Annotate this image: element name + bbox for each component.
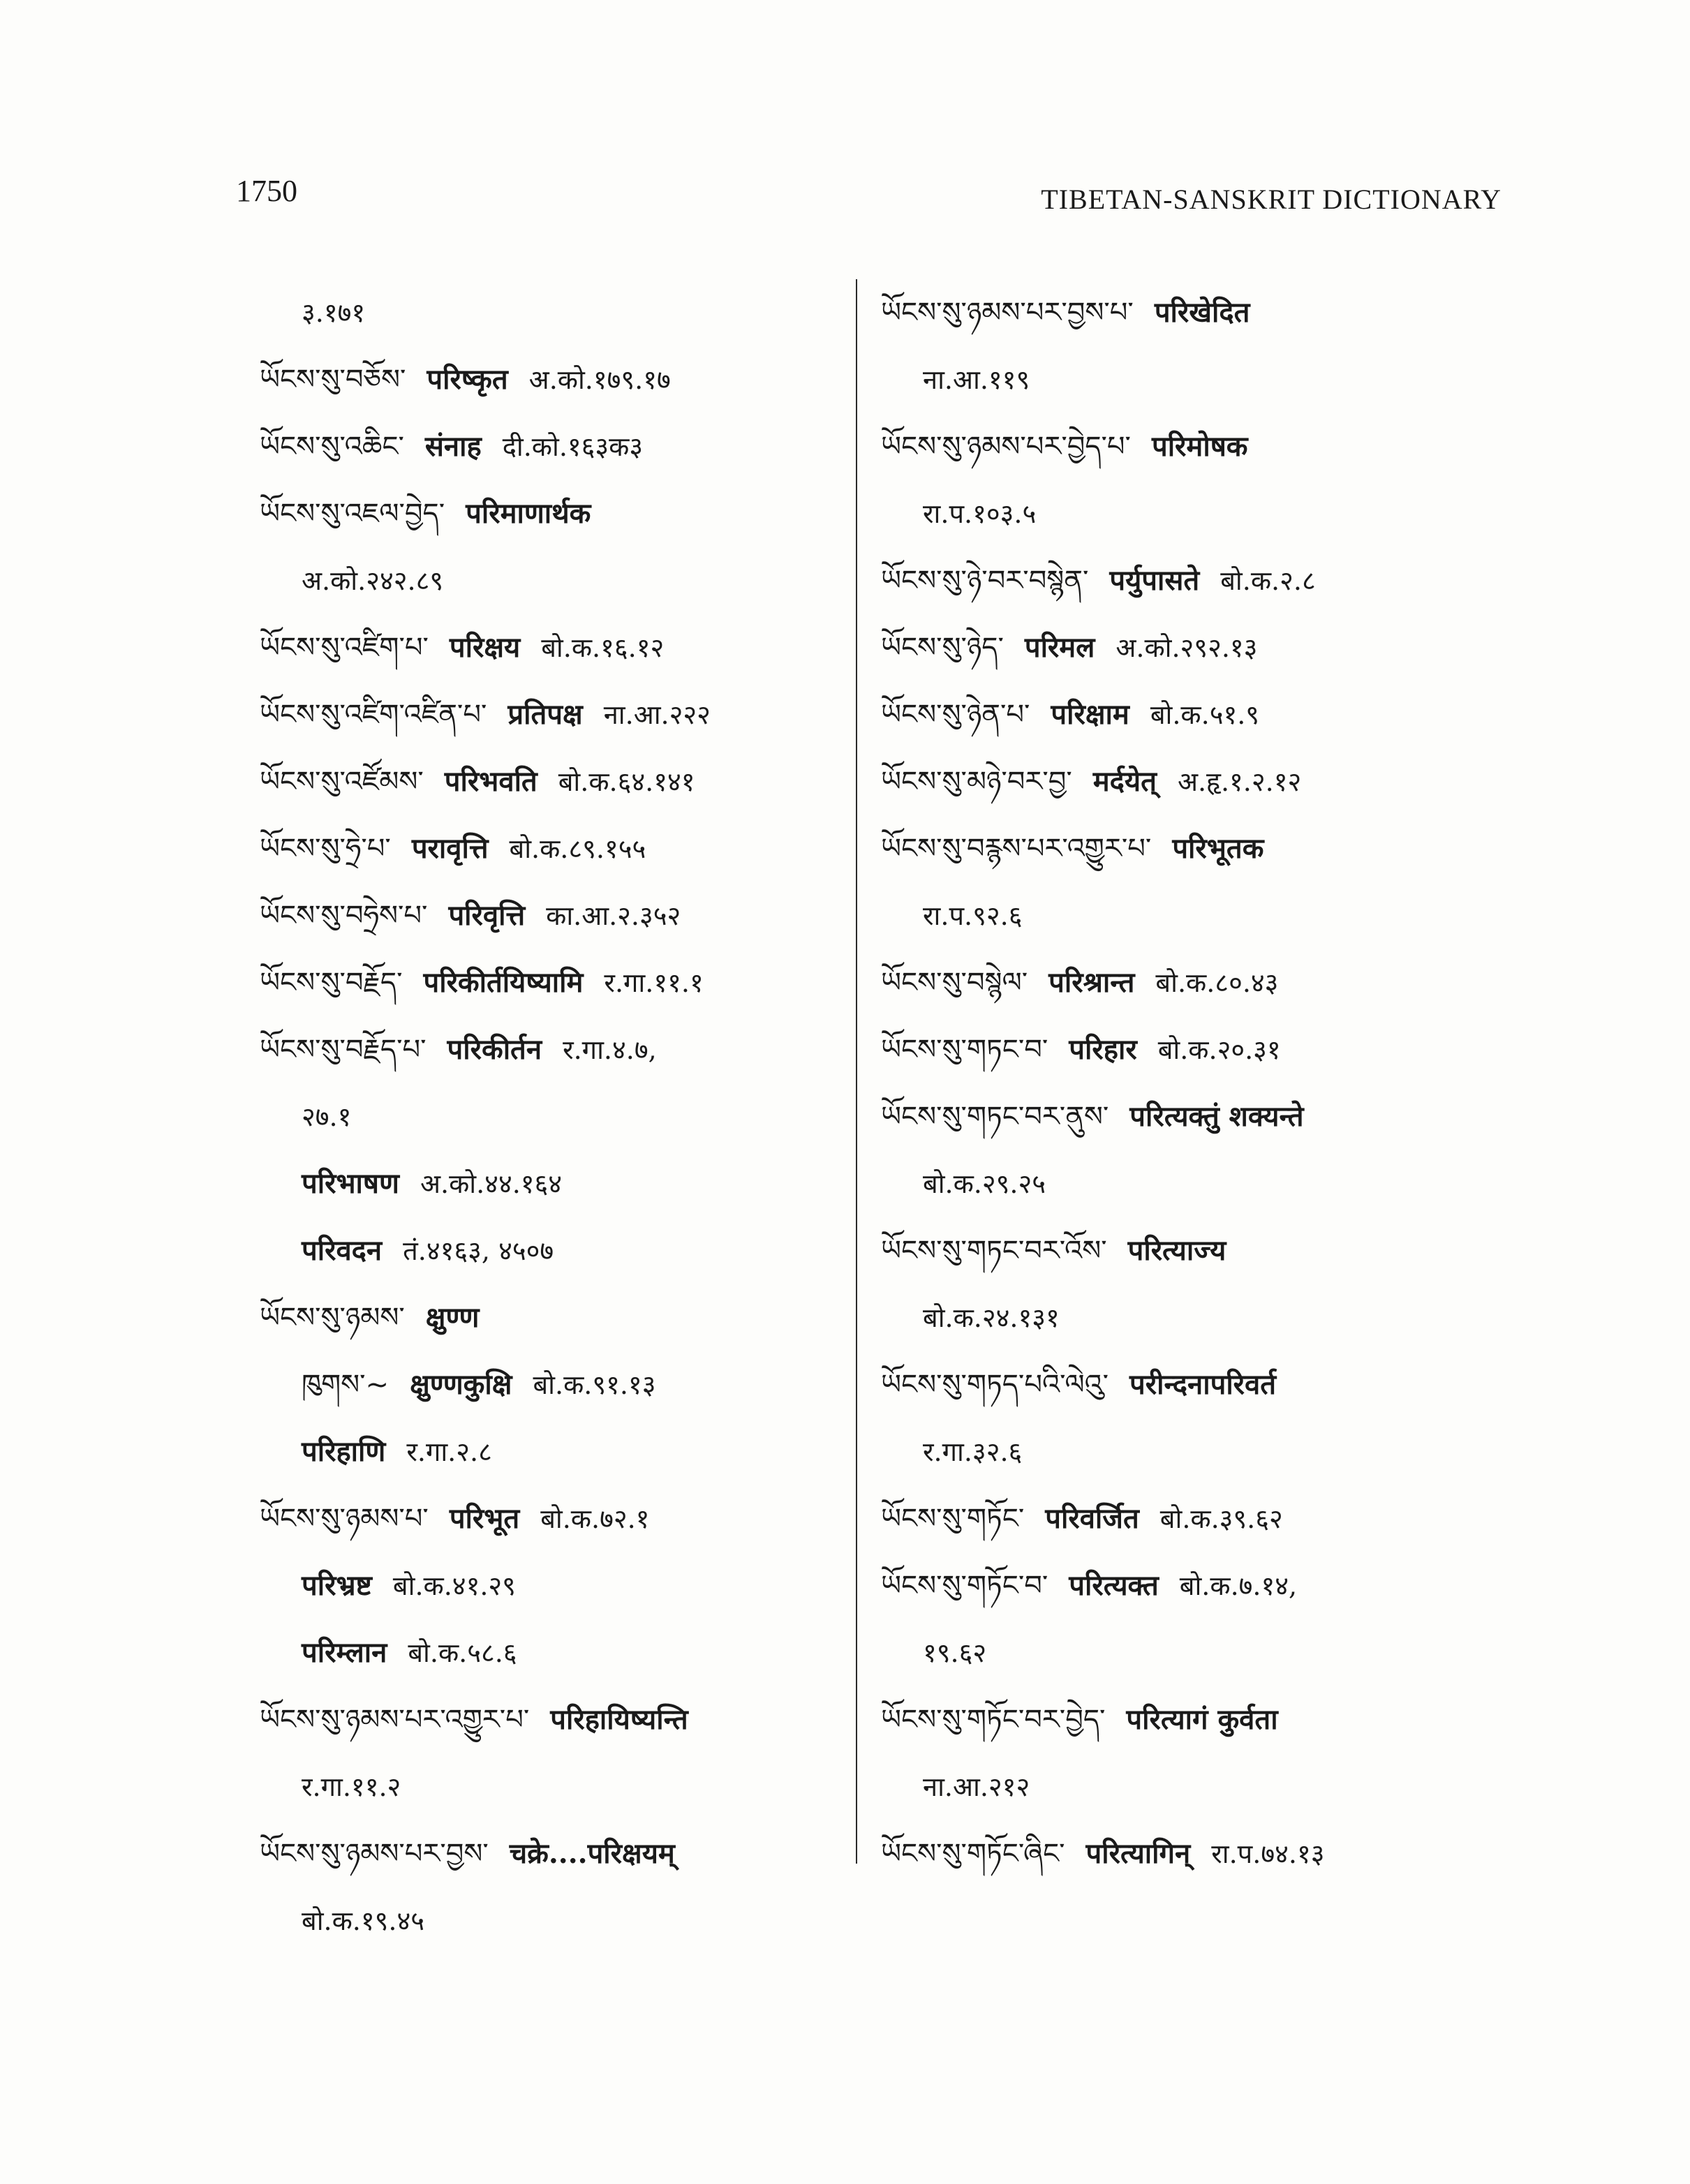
tibetan-headword: ཡོངས་སུ་གཏོང་ཞིང་ [881, 1838, 1065, 1870]
source-reference: र.गा.११.२ [302, 1771, 401, 1802]
dictionary-entry-line [881, 346, 1481, 413]
dictionary-entry-line [260, 949, 846, 1016]
dictionary-entry-line [881, 748, 1481, 815]
sanskrit-equivalent: परिवृत्ति [448, 899, 526, 932]
dictionary-entry-line [260, 1552, 846, 1619]
sanskrit-equivalent: परिवदन [302, 1234, 383, 1267]
sanskrit-equivalent: संनाह [424, 430, 482, 463]
tibetan-headword: ཡོངས་སུ་བརྗོད་ [260, 967, 403, 999]
tibetan-headword: ཡོངས་སུ་གཏོང་བར་བྱེད་ [881, 1704, 1106, 1736]
source-reference: अ.को.४४.१६४ [420, 1168, 563, 1199]
dictionary-entry-line [260, 614, 846, 681]
tibetan-headword: ཡོངས་སུ་གཏང་བ་ [881, 1034, 1048, 1066]
source-reference: अ.को.२९२.१३ [1115, 632, 1258, 663]
sanskrit-equivalent: परित्यागं कुर्वता [1126, 1703, 1278, 1736]
dictionary-entry-line [881, 1552, 1481, 1619]
sanskrit-equivalent: परिभ्रष्ट [302, 1569, 372, 1602]
tibetan-headword: ཡོངས་སུ་ཉམས་པར་བྱས་ [260, 1838, 489, 1870]
sanskrit-equivalent: परित्यक्त [1069, 1569, 1159, 1602]
dictionary-entry-line [881, 1820, 1481, 1887]
source-reference: बो.क.६४.१४१ [558, 766, 695, 797]
sanskrit-equivalent: परिष्कृत [427, 363, 508, 396]
tibetan-headword: ཡོངས་སུ་ཧྲེ་པ་ [260, 833, 391, 865]
dictionary-entry-line [260, 681, 846, 748]
dictionary-entry-line [881, 1150, 1481, 1217]
right-column [881, 279, 1481, 1887]
dictionary-entry-line [260, 815, 846, 882]
source-reference: ना.आ.२२२ [603, 699, 711, 730]
dictionary-entry-line [260, 1083, 846, 1150]
source-reference: अ.हृ.१.२.१२ [1177, 766, 1302, 797]
source-reference: बो.क.२४.१३१ [923, 1302, 1060, 1333]
source-reference: बो.क.२.८ [1220, 565, 1316, 596]
sanskrit-equivalent: परिक्षाम [1051, 698, 1129, 731]
tibetan-headword: ཡོངས་སུ་བརྗོད་པ་ [260, 1034, 427, 1066]
dictionary-entry-line [881, 681, 1481, 748]
tibetan-headword: ཡོངས་སུ་ཉམས་པར་བྱས་པ་ [881, 297, 1134, 329]
sanskrit-equivalent: परिखेदित [1154, 296, 1250, 329]
sanskrit-equivalent: परिहाणि [302, 1435, 386, 1468]
dictionary-entry-line [260, 346, 846, 413]
dictionary-entry-line [881, 1753, 1481, 1820]
dictionary-entry-line [260, 1686, 846, 1753]
tibetan-headword: ཡོངས་སུ་གཏོང་བ་ [881, 1570, 1048, 1602]
sanskrit-equivalent: परिमोषक [1151, 430, 1248, 463]
source-reference: अ.को.१७९.१७ [528, 364, 671, 395]
sanskrit-equivalent: परिभूतक [1172, 832, 1264, 865]
running-head: TIBETAN-SANSKRIT DICTIONARY [1041, 184, 1502, 215]
dictionary-entry-line [881, 614, 1481, 681]
source-reference: बो.क.१९.४५ [302, 1906, 425, 1936]
source-reference: बो.क.७२.१ [540, 1503, 650, 1534]
tibetan-headword: ཡོངས་སུ་གཏད་པའི་ལེའུ་ [881, 1369, 1109, 1401]
sanskrit-equivalent: चक्रे....परिक्षयम् [509, 1837, 675, 1870]
source-reference: ना.आ.११९ [923, 364, 1030, 395]
tibetan-headword: ཡོངས་སུ་གཏང་བར་འོས་ [881, 1235, 1107, 1267]
source-reference: २७.१ [302, 1101, 352, 1132]
sanskrit-equivalent: परित्यक्तुं शक्यन्ते [1129, 1100, 1304, 1133]
dictionary-entry-line [881, 1083, 1481, 1150]
sanskrit-equivalent: परित्यागिन् [1085, 1837, 1191, 1870]
source-reference: का.आ.२.३५२ [546, 900, 681, 931]
dictionary-entry-line [881, 480, 1481, 547]
dictionary-entry-line [260, 1753, 846, 1820]
dictionary-entry-line [881, 949, 1481, 1016]
dictionary-entry-line [881, 279, 1481, 346]
tibetan-headword: ཡོངས་སུ་བཧྲེས་པ་ [260, 900, 428, 932]
source-reference: बो.क.८०.४३ [1155, 967, 1279, 998]
sanskrit-equivalent: क्षुण्णकुक्षि [410, 1368, 512, 1401]
tibetan-headword: ཡོངས་སུ་མཉེ་བར་བྱ་ [881, 766, 1072, 798]
dictionary-entry-line [260, 748, 846, 815]
dictionary-entry-line [881, 1016, 1481, 1083]
sanskrit-equivalent: परिमल [1024, 631, 1095, 664]
source-reference: बो.क.५१.९ [1150, 699, 1260, 730]
sanskrit-equivalent: परावृत्ति [411, 832, 489, 865]
tibetan-headword: ཡོངས་སུ་ཉེ་བར་བསྙེན་ [881, 565, 1089, 597]
dictionary-entry-line [881, 1485, 1481, 1552]
source-reference: र.गा.२.८ [406, 1436, 492, 1467]
source-reference: बो.क.७.१४, [1179, 1570, 1298, 1601]
dictionary-entry-line [260, 1217, 846, 1284]
sanskrit-equivalent: पर्युपासते [1109, 564, 1200, 597]
dictionary-entry-line [881, 1686, 1481, 1753]
dictionary-entry-line [260, 1284, 846, 1351]
source-reference: ३.१७१ [302, 297, 366, 328]
dictionary-entry-line [881, 1351, 1481, 1418]
sanskrit-equivalent: परित्याज्य [1127, 1234, 1226, 1267]
source-reference: रा.प.७४.१३ [1211, 1838, 1325, 1869]
sanskrit-equivalent: परिकीर्तन [447, 1033, 542, 1066]
dictionary-entry-line [881, 1418, 1481, 1485]
tibetan-headword: ཁུགས་~ [302, 1369, 390, 1401]
sanskrit-equivalent: परिहार [1069, 1033, 1137, 1066]
dictionary-entry-line [260, 1016, 846, 1083]
dictionary-entry-line [260, 547, 846, 614]
tibetan-headword: ཡོངས་སུ་ཉམས་པར་འགྱུར་པ་ [260, 1704, 530, 1736]
tibetan-headword: ཡོངས་སུ་བསྙེལ་ [881, 967, 1028, 999]
source-reference: र.गा.४.७, [563, 1034, 657, 1065]
source-reference: बो.क.५८.६ [408, 1637, 517, 1668]
dictionary-entry-line [260, 1351, 846, 1418]
sanskrit-equivalent: परिभूत [449, 1502, 520, 1535]
sanskrit-equivalent: परिकीर्तयिष्यामि [423, 966, 584, 999]
dictionary-entry-line [260, 1485, 846, 1552]
dictionary-entry-line [260, 1887, 846, 1954]
tibetan-headword: ཡོངས་སུ་ཉམས་ [260, 1302, 405, 1334]
dictionary-entry-line [260, 1619, 846, 1686]
tibetan-headword: ཡོངས་སུ་བཅོས་ [260, 364, 406, 396]
sanskrit-equivalent: परिश्रान्त [1048, 966, 1135, 999]
tibetan-headword: ཡོངས་སུ་འཛིག་པ་ [260, 632, 429, 664]
dictionary-entry-line [260, 413, 846, 480]
dictionary-entry-line [881, 1284, 1481, 1351]
source-reference: बो.क.८९.१५५ [509, 833, 646, 864]
left-column [260, 279, 846, 1954]
sanskrit-equivalent: परिम्लान [302, 1636, 387, 1669]
sanskrit-equivalent: परिक्षय [449, 631, 521, 664]
page-number: 1750 [236, 174, 297, 208]
dictionary-entry-line [260, 1820, 846, 1887]
sanskrit-equivalent: प्रतिपक्ष [507, 698, 583, 731]
column-divider [856, 279, 857, 1864]
tibetan-headword: ཡོངས་སུ་གཏང་བར་ནུས་ [881, 1101, 1109, 1133]
dictionary-entry-line [881, 547, 1481, 614]
source-reference: दी.को.१६३क३ [502, 431, 644, 462]
dictionary-entry-line [260, 882, 846, 949]
source-reference: बो.क.२९.२५ [923, 1168, 1046, 1199]
dictionary-entry-line [260, 480, 846, 547]
source-reference: बो.क.२०.३१ [1157, 1034, 1281, 1065]
sanskrit-equivalent: परिभवति [444, 765, 538, 798]
dictionary-entry-line [881, 815, 1481, 882]
source-reference: बो.क.९१.१३ [533, 1369, 656, 1400]
tibetan-headword: ཡོངས་སུ་གཏོང་ [881, 1503, 1025, 1535]
tibetan-headword: ཡོངས་སུ་ཉེན་པ་ [881, 699, 1030, 731]
source-reference: र.गा.३२.६ [923, 1436, 1023, 1467]
tibetan-headword: ཡོངས་སུ་འཛོམས་ [260, 766, 424, 798]
dictionary-entry-line [881, 413, 1481, 480]
tibetan-headword: ཡོངས་སུ་བརྙས་པར་འགྱུར་པ་ [881, 833, 1152, 865]
tibetan-headword: ཡོངས་སུ་ཉེད་ [881, 632, 1004, 664]
source-reference: र.गा.११.१ [604, 967, 704, 998]
source-reference: रा.प.१०३.५ [923, 498, 1037, 529]
source-reference: रा.प.९२.६ [923, 900, 1023, 931]
sanskrit-equivalent: परीन्दनापरिवर्त [1129, 1368, 1277, 1401]
source-reference: बो.क.४१.२९ [392, 1570, 516, 1601]
source-reference: ना.आ.२१२ [923, 1771, 1030, 1802]
dictionary-entry-line [881, 1217, 1481, 1284]
source-reference: तं.४१६३, ४५०७ [403, 1235, 554, 1266]
source-reference: अ.को.२४२.८९ [302, 565, 444, 596]
sanskrit-equivalent: परिवर्जित [1045, 1502, 1139, 1535]
dictionary-entry-line [260, 279, 846, 346]
dictionary-entry-line [881, 882, 1481, 949]
tibetan-headword: ཡོངས་སུ་འཇལ་བྱེད་ [260, 498, 445, 530]
dictionary-entry-line [881, 1619, 1481, 1686]
tibetan-headword: ཡོངས་སུ་འཆིང་ [260, 431, 404, 463]
sanskrit-equivalent: मर्दयेत् [1092, 765, 1157, 798]
tibetan-headword: ཡོངས་སུ་འཛིག་འཛིན་པ་ [260, 699, 487, 731]
sanskrit-equivalent: क्षुण्ण [425, 1301, 480, 1334]
sanskrit-equivalent: परिमाणार्थक [466, 497, 591, 530]
sanskrit-equivalent: परिभाषण [302, 1167, 399, 1200]
dictionary-entry-line [260, 1418, 846, 1485]
source-reference: बो.क.३९.६२ [1159, 1503, 1283, 1534]
tibetan-headword: ཡོངས་སུ་ཉམས་པར་བྱེད་པ་ [881, 431, 1131, 463]
sanskrit-equivalent: परिहायिष्यन्ति [550, 1703, 688, 1736]
source-reference: १९.६२ [923, 1637, 987, 1668]
source-reference: बो.क.१६.१२ [541, 632, 665, 663]
dictionary-entry-line [260, 1150, 846, 1217]
tibetan-headword: ཡོངས་སུ་ཉམས་པ་ [260, 1503, 429, 1535]
